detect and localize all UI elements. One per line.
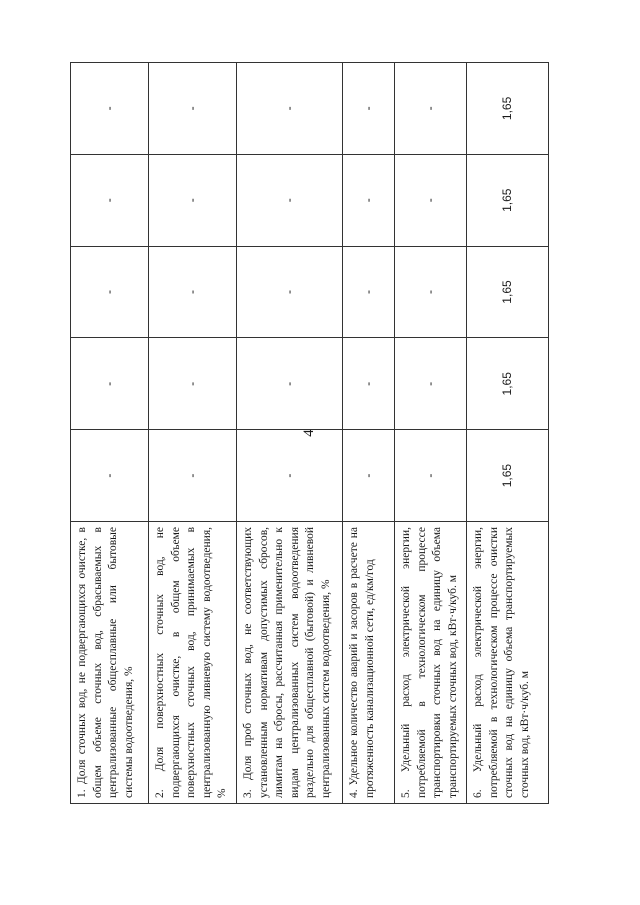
indicator-value: - [149, 430, 237, 522]
indicator-value: - [71, 154, 149, 246]
indicator-value: - [343, 63, 395, 155]
indicators-table [70, 62, 549, 804]
table-row [395, 63, 467, 804]
indicator-value: - [71, 338, 149, 430]
indicator-name: 1. Доля сточных вод, не подвергающихся очистке, в общем объеме сточных вод, сбрасываемых в централизованные общесплавные или бытовые системы водоотведения, % [71, 522, 149, 804]
indicator-value: - [395, 246, 467, 338]
indicator-value: - [71, 430, 149, 522]
table-row [237, 63, 343, 804]
indicator-value: - [395, 63, 467, 155]
indicator-name: 2. Доля поверхностных сточных вод, не подвергающихся очистке, в общем объеме поверхностных сточных вод, принимаемых в централизованную ливневую систему водоотведения, % [149, 522, 237, 804]
indicator-value: 1,65 [467, 246, 549, 338]
indicator-value: - [149, 338, 237, 430]
indicator-name: 4. Удельное количество аварий и засоров в расчете на протяженность канализационной сети, ед/км/год [343, 522, 395, 804]
indicator-value: - [395, 154, 467, 246]
indicator-value: - [237, 338, 343, 430]
table-row [467, 63, 549, 804]
indicator-value: - [237, 63, 343, 155]
indicator-value: 1,65 [467, 154, 549, 246]
indicator-name: 5. Удельный расход электрической энергии, потребляемой в технологическом процессе транспортировки сточных вод на единицу объема транспортируемых сточных вод, кВт·ч/куб. м [395, 522, 467, 804]
indicator-value: - [343, 246, 395, 338]
indicator-value: 1,65 [467, 63, 549, 155]
indicator-value: - [343, 430, 395, 522]
indicator-value: 1,65 [467, 338, 549, 430]
indicator-value: - [237, 430, 343, 522]
indicator-value: - [71, 246, 149, 338]
indicator-value: - [395, 338, 467, 430]
indicator-value: - [237, 154, 343, 246]
indicator-name: 6. Удельный расход электрической энергии, потребляемой в технологическом процессе очистки сточных вод на единицу объема транспортируемых сточных вод, кВт·ч/куб. м [467, 522, 549, 804]
table-row [343, 63, 395, 804]
indicators-table-wrapper [70, 62, 548, 804]
table-row [71, 63, 149, 804]
indicator-value: - [149, 63, 237, 155]
indicator-name: 3. Доля проб сточных вод, не соответствующих установленным нормативам допустимых сбросов, лимитам на сбросы, рассчитанная применительно к видам централизованных систем водоотведения раздельно для общесплавной (бытовой) и ливневой централизованных систем водоотведения, % [237, 522, 343, 804]
indicator-value: - [149, 154, 237, 246]
indicator-value: - [343, 154, 395, 246]
indicator-value: - [395, 430, 467, 522]
indicator-value: - [71, 63, 149, 155]
indicator-value: - [149, 246, 237, 338]
indicator-value: - [343, 338, 395, 430]
table-row [149, 63, 237, 804]
indicator-value: 1,65 [467, 430, 549, 522]
page-number: 4 [301, 429, 317, 437]
indicator-value: - [237, 246, 343, 338]
